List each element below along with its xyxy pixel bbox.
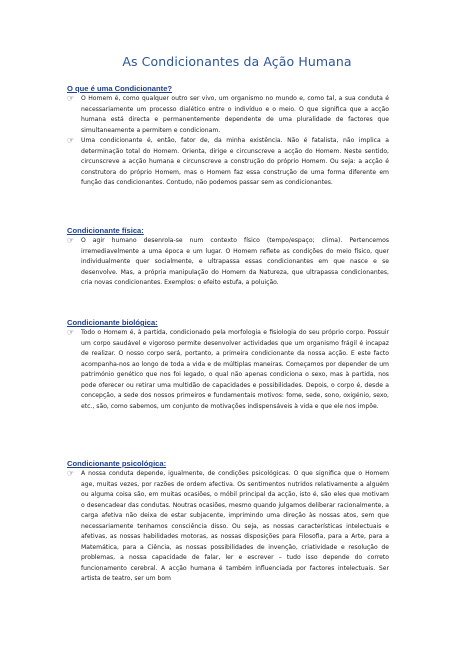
paragraph-text: O agir humano desenrola-se num contexto físico (tempo/espaço; clima). Pertencemos irremediavelmente a uma época e um lugar. O Homem reflete as condições do meio físico, quer individualmente quer socialmente, e ultrapassa essas condicionantes em que nasce e se desenvolve. Mas, a própria manipulação do Homem da Natureza, que ultrapassa condicionantes, cria novas condicionantes. Exemplos: o efeito estufa, a poluição. (81, 237, 389, 287)
paragraph-text: Todo o Homem é, à partida, condicionado pela morfologia e fisiologia do seu próprio corpo. Possuir um corpo saudável e vigoroso permite desenvolver actividades que um organismo frágil é incapaz de realizar. O nosso corpo será, portanto, a primeira condicionante da nossa acção. E este facto acompanha-nos ao longo de toda a vida e de múltiplas maneiras. Começamos por depender de um património genético que nos foi legado, o qual não apenas condiciona o sexo, mas à partida, nos pode oferecer ou retirar uma multidão de capacidades e possibilidades. Depois, o corpo é, desde a concepção, a sede dos nossos primeiros e fundamentais motivos: fome, sede, sono, oxigénio, sexo, etc., são, como sabemos, um conjunto de motivações indispensáveis à vida e que ele nos impõe. (81, 329, 389, 410)
paragraph-text: A nossa conduta depende, igualmente, de condições psicológicas. O que significa que o Homem age, muitas vezes, por razões de ordem afectiva. Os sentimentos nutridos relativamente a alguém ou alguma coisa são, em muitas ocasiões, o móbil principal da acção, isto é, são eles que motivam o desencadear das condutas. Noutras ocasiões, mesmo quando julgamos deliberar racionalmente, a carga afetiva não deixa de estar subjacente, imprimindo uma direção às nossas atos, sem que necessariamente tenhamos consciência disso. Ou seja, as nossas características intelectuais e afetivas, as nossas habilidades motoras, as nossas disposições para Filosofia, para a Arte, para a Matemática, para a Ciência, as nossas possibilidades de invenção, criatividade e resolução de problemas, a nossa capacidade de falar, ler e escrever – tudo isso depende do correto funcionamento cerebral. A acção humana é também influenciada por factores intelectuais. Ser artista de teatro, ser um bom (81, 470, 389, 583)
document-title: As Condicionantes da Ação Humana (122, 54, 352, 69)
paragraph-text: Uma condicionante é, então, fator de, da minha existência. Não é fatalista, não implica a determinação total do Homem. Orienta, dirige e circunscreve a acção do Homem. Neste sentido, circunscreve a acção humana e circunscreve a construção do próprio Homem. Ou seja: a acção é construtora do próprio Homem, mas o Homem faz essa construção de uma forma diferente em função das condicionantes. Contudo, não podemos passar sem as condicionantes. (81, 137, 389, 187)
section-condicionante (67, 84, 389, 189)
pointing-hand-icon: ☞ (67, 136, 75, 146)
pointing-hand-icon: ☞ (67, 328, 75, 337)
section-heading: Condicionante biológica: (67, 318, 158, 327)
paragraph-text: O Homem é, como qualquer outro ser vivo, um organismo no mundo e, como tal, a sua conduta é necessariamente um processo dialético entre o indivíduo e o meio. O que significa que a acção humana está directa e permanentemente dependente de uma pluralidade de factores que simultaneamente a permitem e condicionam. (81, 95, 389, 134)
pointing-hand-icon: ☞ (67, 236, 75, 245)
section-fisica (67, 226, 389, 289)
section-biologica (67, 318, 389, 412)
pointing-hand-icon: ☞ (67, 469, 75, 478)
section-heading: Condicionante psicológica: (67, 459, 167, 468)
section-psicologica (67, 459, 389, 585)
paragraph (67, 236, 389, 289)
pointing-hand-icon: ☞ (67, 94, 75, 103)
paragraph (67, 328, 389, 412)
paragraph (67, 469, 389, 585)
paragraph (67, 136, 389, 189)
section-heading: O que é uma Condicionante? (67, 84, 173, 93)
paragraph (67, 94, 389, 136)
section-heading: Condicionante física: (67, 226, 144, 235)
